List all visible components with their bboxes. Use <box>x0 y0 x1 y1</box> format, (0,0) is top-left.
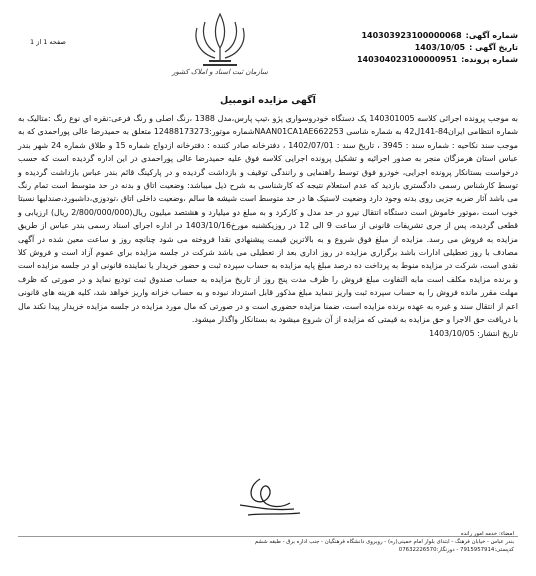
notice-text: به موجب پرونده اجرائی کلاسه 140301005 یک دستگاه خودروسواری پژو ،تیپ پارس،مدل 1388 ،رنگ اصلی و رنگ فرعی:نقره ای نوع رنگ :متالیک به شماره انتظامی ایران84-141ل42 به شماره شاسی NAAN01CA1AE662253شماره موتور:12488173273 متعلق به حمیدرضا عالی پوراحمدی که به موجب سند نکاحیه : شماره سند : 3945 ، تاریخ سند : 1402/07/01 ، دفترخانه صادر کننده : دفترخانه ازدواج شماره 15 و طلاق شماره 24 شهر بندر عباس استان هرمزگان منجر به صدور اجرائیه و تشکیل پرونده اجرایی کلاسه فوق علیه حمیدرضا عالی پوراحمدی در این اداره گردیده است که حسب درخواست بستانکار پرونده اجرایی، خودرو فوق توسط راهنمایی و رانندگی توقیف و بازداشت گردیده و در پارکینگ قائم بندر عباس بازداشت گردیده و توسط کارشناس رسمی دادگستری بازدید که عدم استعلام نتیجه که کارشناسی به شرح ذیل میباشد: وضعیت اتاق و بدنه در حد متوسط است تمام رنگ می باشد آثار ضربه جزیی روی بدنه وجود دارد وضعیت لاستیک ها در حد متوسط است شیشه ها سالم ،وضعیت داخلی اتاق ،تودوزی،داشبورد،صندلیها نسبتا خوب است ،موتور خاموش است دستگاه انتقال نیرو در حد مدل و کارکرد و به مبلغ دو میلیارد و هشتصد میلیون ریال(2/800/000/000 ریال) ارزیابی و قطعی گردیده، پس از جری تشریفات قانونی از ساعت 9 الی 12 در روزیکشنبه مورخ1403/10/16 در اداره اجرای اسناد رسمی بندر عباس از طریق مزایده به فروش می رسد. مزایده از مبلغ فوق شروع و به بالاترین قیمت پیشنهادی نقدا فروخته می شود چنانچه روز و ساعت معین شده در آگهی مصادف با روز تعطیلی ادارات باشد برگزاری مزایده در روز اداری بعد از تعطیلی می باشد شرکت در جلسه مزایده برای عموم آزاد است و فروش کلا نقدی است، شرکت در مزایده منوط به پرداخت ده درصد مبلغ پایه مزایده به حساب سپرده ثبت و حضور خریدار یا نماینده قانونی او در جلسه مزایده است و برنده مزایده مکلف است مابه التفاوت مبلغ فروش را ظرف مدت پنج روز از تاریخ مزایده به حساب صندوق ثبت تودیع نماید و در صورتی که ظرف مهلت مقرر مانده فروش را به حساب سپرده ثبت واریز ننماید مبلغ مذکور قابل استرداد نبوده و به حساب خزانه واریز خواهد شد، کلیه هزینه های قانونی اعم از انتقال سند و غیره به عهده برنده مزایده است، ضمنا مزایده حضوری است و در صورتی که مال مورد مزایده در جلسه مزایده خریدار پیدا نکند مال با دریافت حق الاجرا و حق مزایده به قیمتی که مزایده از آن شروع میشود به بستانکار واگذار میشود. <box>18 114 519 325</box>
ad-date-row <box>268 42 518 54</box>
auction-notice-body <box>18 112 518 340</box>
state-emblem-icon <box>175 8 265 70</box>
file-number-label: شماره پرونده: <box>461 55 518 64</box>
ad-meta <box>268 30 518 66</box>
footer-address: بندر عباس - خیابان فرهنگ - ابتدای بلوار امام خمینی(ره) - روبروی دانشگاه فرهنگیان - جنب اداره برق - طبقه ششم <box>254 539 514 545</box>
ad-number-label: شماره آگهی: <box>465 31 518 40</box>
footer-note: امضاء: خدمه امور رانده <box>460 531 514 537</box>
ad-number-row <box>268 30 518 42</box>
ad-date-label: تاریخ آگهی : <box>469 43 518 52</box>
organization-name: سازمان ثبت اسناد و املاک کشور <box>172 68 268 76</box>
page-number: صفحه 1 از 1 <box>30 38 66 46</box>
file-number-row <box>268 54 518 66</box>
footer-contact: کدپستی:7915957914 - دورنگار:07632226570 <box>398 547 514 553</box>
signature-icon <box>220 475 315 520</box>
page-title: آگهی مزایده اتومبیل <box>220 95 316 106</box>
file-number: 140304023100000951 <box>356 55 458 64</box>
ad-date: 1403/10/05 <box>414 43 466 52</box>
footer-divider <box>18 536 518 537</box>
footer <box>14 531 514 554</box>
publish-date: تاریخ انتشار: 1403/10/05 <box>429 328 518 338</box>
ad-number: 140303923100000068 <box>361 31 462 40</box>
